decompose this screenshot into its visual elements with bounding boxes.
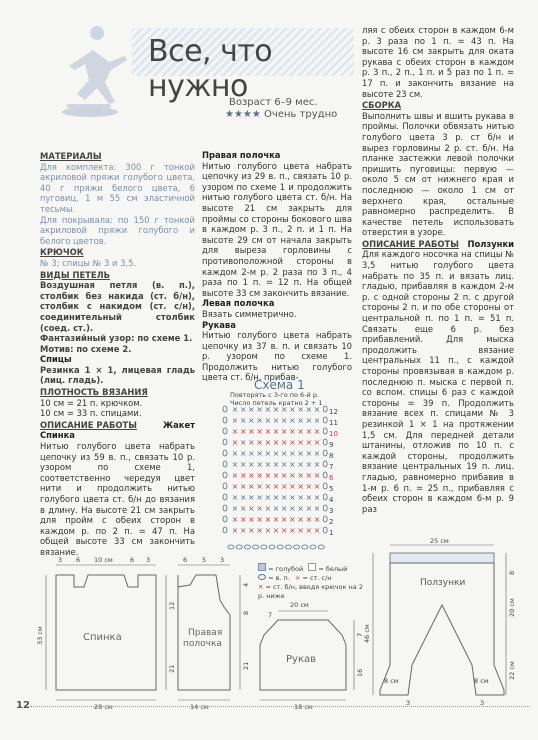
row-number: 2 [329, 518, 334, 526]
stitch-symbol: × [231, 416, 239, 425]
stitch-symbol: × [280, 526, 288, 535]
back-dim-21: 21 [168, 664, 176, 673]
stitch-symbol: × [272, 493, 280, 502]
stitch-symbol: × [264, 515, 272, 524]
row-number: 10 [329, 430, 338, 438]
stitch-symbol: × [256, 438, 263, 447]
back-dim-3b: 3 [146, 556, 151, 564]
pattern-diagrams [28, 537, 528, 715]
hook-text: № 3; спицы № 3 и 3,5. [40, 257, 137, 268]
stitch-symbol: × [231, 515, 239, 524]
stitch-symbol: × [256, 460, 263, 469]
stitch-symbol: × [297, 471, 304, 480]
stitch-symbol: × [297, 515, 304, 524]
stitch-symbol: × [297, 460, 304, 469]
stitch-symbol: × [313, 460, 321, 469]
front-dim-14: 14 см [190, 703, 209, 711]
stitch-symbol: × [231, 504, 239, 513]
legend-stbn: = ст. б/н, вводя крючок на 2 р. ниже [258, 583, 363, 600]
stitch-symbol: × [264, 504, 272, 513]
chain-loop [223, 461, 227, 467]
stitch-symbol: × [231, 438, 239, 447]
stitch-symbol: × [256, 416, 263, 425]
stitch-symbol: × [297, 449, 304, 458]
chain-loop [223, 450, 227, 456]
stitch-symbol: × [297, 504, 304, 513]
chain-loop [223, 428, 227, 434]
cross-symbol-icon: × [294, 574, 301, 582]
stitch-symbol: × [248, 405, 255, 414]
long-stitch-symbol-icon: ✕ [258, 583, 264, 591]
stitch-symbol: × [239, 438, 247, 447]
work2-item: Ползунки [467, 238, 514, 249]
stitch-symbol: × [305, 427, 313, 436]
stitch-symbol: × [272, 449, 280, 458]
stitch-symbol: × [313, 438, 321, 447]
stitch-symbol: × [256, 515, 263, 524]
age: Возраст 6–9 мес. [229, 97, 318, 108]
rompers-dim-22: 22 см [508, 661, 516, 680]
stitch-symbol: × [305, 405, 313, 414]
chain-loop [323, 428, 327, 434]
row-number: 6 [329, 474, 334, 482]
stitch-symbol: × [231, 493, 239, 502]
stitch-symbol: × [313, 427, 321, 436]
stitch-symbol: × [289, 460, 296, 469]
stitch-symbol: × [280, 438, 288, 447]
density-2: 10 см = 33 п. спицами. [40, 408, 142, 419]
chain-loop [223, 439, 227, 445]
stitch-symbol: × [256, 471, 263, 480]
right-front-label [183, 628, 222, 649]
stitch-symbol: × [264, 416, 272, 425]
rompers-dim-46: 46 см [363, 624, 371, 643]
chain-loop [223, 472, 227, 478]
work-heading: ОПИСАНИЕ РАБОТЫ [40, 419, 137, 430]
chain-loop [223, 417, 227, 423]
right-front-label-line: Правая [188, 628, 223, 638]
chain-loop [323, 406, 327, 412]
stitch-symbol: × [313, 482, 321, 491]
row-number: 7 [329, 463, 334, 471]
stitch-symbol: × [305, 471, 313, 480]
stitch-symbol: × [313, 493, 321, 502]
front-dim-8: 8 [242, 610, 250, 615]
stitch-symbol: × [305, 504, 313, 513]
row-numbers [329, 408, 338, 537]
stitch-symbol: × [272, 416, 280, 425]
stitch-symbol: × [280, 504, 288, 513]
back-label: Спинка [83, 632, 122, 643]
stitch-symbol: × [280, 482, 288, 491]
stitch-symbol: × [272, 427, 280, 436]
rompers-dim-8b: 8 см [474, 677, 489, 685]
stitch-symbol: × [280, 427, 288, 436]
stitch-symbol: × [280, 515, 288, 524]
stitch-symbol: × [313, 471, 321, 480]
stitch-symbol: × [289, 416, 296, 425]
stitch-symbol: × [305, 526, 313, 535]
stitch-symbol: × [256, 449, 263, 458]
stitch-symbol: × [305, 460, 313, 469]
stitches-heading: ВИДЫ ПЕТЕЛЬ [40, 269, 110, 280]
column-2 [202, 150, 352, 383]
rompers-label: Ползунки [420, 578, 466, 588]
legend-blue: = голубой [268, 565, 304, 573]
materials-heading: МАТЕРИАЛЫ [40, 151, 102, 161]
stitch-symbol: × [248, 427, 255, 436]
stitch-symbol: × [280, 416, 288, 425]
stitch-symbol: × [239, 416, 247, 425]
stitch-symbol: × [272, 482, 280, 491]
stitch-symbol: × [297, 416, 304, 425]
left-front-heading: Левая полочка [202, 298, 275, 309]
row-number: 8 [329, 452, 334, 460]
scheme-title: Схема 1 [254, 378, 305, 392]
sleeve-dim-16: 16 [356, 668, 364, 677]
stitch-symbol: × [264, 405, 272, 414]
stitch-symbol: × [272, 504, 280, 513]
rompers-dim-8a: 8 см [384, 677, 399, 685]
row-number: 1 [329, 529, 334, 537]
stitch-symbol: × [289, 526, 296, 535]
stitch-symbol: × [248, 504, 255, 513]
scheme-repeat-2: Число петель кратно 2 + 1 [230, 399, 323, 407]
front-dim-6: 6 [183, 556, 188, 564]
stitch-symbol: × [264, 427, 272, 436]
assembly-heading: СБОРКА [362, 100, 402, 111]
back-dim-6b: 6 [130, 556, 135, 564]
stitch-symbol: × [248, 526, 255, 535]
stitch-symbol: × [231, 427, 239, 436]
sleeve-dim-7: 7 [268, 611, 273, 619]
stitch-symbol: × [256, 493, 263, 502]
stitch-symbol: × [231, 471, 239, 480]
stitch-symbol: × [248, 482, 255, 491]
work-item: Жакет [162, 419, 195, 430]
rompers-dim-8: 8 [508, 570, 516, 575]
stitch-symbol: × [297, 482, 304, 491]
back-dim-28: 28 см [94, 703, 113, 711]
chain-loop [223, 406, 227, 412]
stitch-symbol: × [313, 526, 321, 535]
stitch-symbol: × [248, 471, 255, 480]
chain-loop [223, 527, 227, 533]
rompers-dim-3a: 3 [406, 699, 411, 707]
stitch-symbol: × [297, 405, 304, 414]
rompers-dim-3b: 3 [480, 699, 485, 707]
chain-loop [323, 439, 327, 445]
chain-loop [223, 483, 227, 489]
front-dim-3: 3 [220, 556, 225, 564]
page-number: 12 [16, 700, 30, 711]
density-1: 10 см = 21 п. крючком. [40, 397, 143, 408]
stitch-symbol: × [239, 449, 247, 458]
chain-loop [323, 472, 327, 478]
stitch-symbol: × [297, 438, 304, 447]
stitch-symbol: × [305, 438, 313, 447]
stitch-symbol: × [256, 482, 263, 491]
legend-vp: = в. п. [268, 574, 290, 582]
stitch-symbol: × [264, 460, 272, 469]
stitch-symbol: × [239, 515, 247, 524]
stitch-symbol: × [289, 482, 296, 491]
sleeve-heading: Рукава [202, 319, 236, 330]
difficulty-stars: ★★★★ [225, 109, 261, 120]
chain-loop [223, 505, 227, 511]
stitch-symbol: × [297, 526, 304, 535]
stitches-text: Воздушная петля (в. п.), столбик без накида (ст. б/н), столбик с накидом (ст. с/н), соединительный столбик (соед. ст.). [40, 280, 195, 333]
stitch-symbol: × [289, 504, 296, 513]
sleeve-label: Рукав [286, 654, 317, 665]
front-dim-21: 21 [242, 661, 250, 670]
stitch-symbol: × [239, 482, 247, 491]
stitch-symbol: × [272, 405, 280, 414]
rib-text: Резинка 1 × 1, лицевая гладь (лиц. гладь). [40, 364, 195, 386]
rompers-text: Для каждого носочка на спицы № 3,5 нитью голубого цвета набрать по 35 п. и вязать лиц. гладью, прибавляя в каждом 2-м р. с одной стороны 2 п. с другой стороны 2 п. и по обе стороны от центральной п. по 1 п. = 51 п. Связать еще 6 р. без прибавлений. Для мыска продолжить вязание центральных 11 п., с каждой стороны провязывая в каждом р. последнюю п. мыска с первой п. со вспом. спицы 6 раз с каждой стороны = 39 п. Продолжить вязание всех п. спицами № 3 резинкой 1 × 1 на протяжении 1,5 см. Для передней детали штанины, отложив по 10 п. с каждой стороны, продолжить вязание центральных 19 п. лиц. гладью, равномерно прибавив в 1-м р. 6 п. = 25 п., прибавляя с обеих сторон в каждом 6-м р. 9 раз [362, 249, 514, 514]
motif: Мотив: по схеме 2. [40, 343, 132, 354]
chain-loop [323, 450, 327, 456]
sleeve-dim-20: 20 см [290, 601, 309, 609]
stitch-symbol: × [256, 526, 263, 535]
back-dim-3: 3 [58, 556, 63, 564]
assembly-text: Выполнить швы и вшить рукава в проймы. Полочки обвязать нитью голубого цвета 3 р. ст б/н и вырез горловины 2 р. ст. б/н. На планке застежки левой полочки пришить пуговицы: первую — около 5 см от нижнего края и последнюю — около 1 см от верхнего края, остальные равномерно распределить. В качестве петель использовать отверстия в узоре. [362, 110, 514, 238]
stitch-symbol: × [272, 460, 280, 469]
stitch-symbol: × [280, 471, 288, 480]
sleeve-dim-18: 18 см [294, 703, 313, 711]
hook-heading: КРЮЧОК [40, 247, 84, 258]
stitch-symbol: × [239, 460, 247, 469]
stitch-symbol: × [248, 460, 255, 469]
stitch-symbol: × [272, 526, 280, 535]
chain-loop [323, 527, 327, 533]
stitch-symbol: × [272, 471, 280, 480]
chain-loop [323, 505, 327, 511]
stitch-symbol: × [280, 460, 288, 469]
stitch-symbol: × [248, 416, 255, 425]
column-1 [40, 150, 195, 558]
stitch-symbol: × [289, 405, 296, 414]
stitch-symbol: × [305, 482, 313, 491]
left-front-text: Вязать симметрично. [202, 308, 297, 319]
stitch-symbol: × [239, 493, 247, 502]
stitch-symbol: × [305, 416, 313, 425]
rompers-piece [373, 545, 506, 695]
back-dim-12: 12 [168, 601, 176, 610]
front-dim-5: 5 [202, 556, 207, 564]
stitch-symbol: × [256, 504, 263, 513]
stitch-symbol: × [280, 449, 288, 458]
sleeve-dim-7b: 7 [356, 632, 364, 637]
needles-heading: Спицы [40, 354, 72, 365]
stitch-symbol: × [231, 449, 239, 458]
front-dim-4: 4 [242, 582, 250, 587]
stitch-symbol: × [264, 449, 272, 458]
stitch-symbol: × [313, 405, 321, 414]
stitch-symbol: × [289, 493, 296, 502]
stitch-symbol: × [313, 504, 321, 513]
stitch-symbol: × [305, 493, 313, 502]
back-heading: Спинка [40, 430, 75, 441]
chain-loop [323, 461, 327, 467]
stitch-symbol: × [231, 405, 239, 414]
stitch-symbol: × [297, 427, 304, 436]
back-dim-6: 6 [76, 556, 81, 564]
stitch-symbol: × [256, 427, 263, 436]
legend-stsn: = ст. с/н [302, 574, 332, 582]
stitch-symbol: × [280, 405, 288, 414]
chain-loop [323, 417, 327, 423]
scheme-repeat-1: Повторять с 3-го по 6-й р. [230, 391, 320, 399]
row-number: 12 [329, 408, 338, 416]
stitch-symbol: × [256, 405, 263, 414]
stitch-symbol: × [280, 493, 288, 502]
stitch-symbol: × [297, 493, 304, 502]
stitch-symbol: × [248, 449, 255, 458]
row-number: 11 [329, 419, 338, 427]
page-title: Все, что нужно [148, 34, 273, 104]
stitch-symbol: × [248, 493, 255, 502]
stitch-symbol: × [264, 526, 272, 535]
stitch-symbol: × [305, 515, 313, 524]
chain-loop [323, 483, 327, 489]
crochet-chart [215, 405, 355, 555]
stitch-symbol: × [248, 515, 255, 524]
stitch-symbol: × [289, 449, 296, 458]
stitch-symbol: × [289, 438, 296, 447]
stitch-symbol: × [264, 438, 272, 447]
row-number: 4 [329, 496, 334, 504]
stitch-symbol: × [231, 526, 239, 535]
back-dim-10: 10 см [94, 556, 113, 564]
difficulty [225, 109, 337, 120]
back-text: Нитью голубого цвета набрать цепочку из 59 в. п., связать 10 р. узором по схеме 1, соответственно чередуя цвет нити и продолжить нитью голубого цвета ст. б/н до вязания в длину. На высоте 21 см закрыть для пройм с обеих сторон в каждом р. по 2 п. = 47 п. На общей высоте 33 см закончить вязание. [40, 441, 195, 557]
column-3 [362, 25, 514, 514]
right-front-label-line: полочка [183, 639, 222, 649]
rompers-dim-20: 20 см [508, 598, 516, 617]
stitch-symbol: × [239, 504, 247, 513]
stitch-symbol: × [264, 471, 272, 480]
legend-white: = белый [318, 565, 348, 573]
materials-2: Для покрывала: по 150 г тонкой акриловой пряжи голубого и белого цветов. [40, 214, 195, 246]
stitch-symbol: × [239, 471, 247, 480]
row-number: 3 [329, 507, 334, 515]
stitch-symbol: × [239, 526, 247, 535]
stitch-symbol: × [313, 515, 321, 524]
header-illustration [35, 30, 145, 125]
difficulty-label: Очень трудно [264, 109, 338, 120]
chain-loop [323, 516, 327, 522]
sleeve-text: Нитью голубого цвета набрать цепочку из 37 в. п. и связать 10 р. узором по схеме 1. Продолжить нитью голубого цвета ст. б/н, прибав- [202, 330, 352, 383]
chain-loop [223, 494, 227, 500]
stitch-symbol: × [239, 427, 247, 436]
fancy-pattern: Фантазийный узор: по схеме 1. [40, 333, 193, 344]
stitch-symbol: × [305, 449, 313, 458]
row-number: 9 [329, 441, 334, 449]
stitch-symbol: × [289, 471, 296, 480]
stitch-symbol: × [272, 515, 280, 524]
density-heading: ПЛОТНОСТЬ ВЯЗАНИЯ [40, 387, 148, 398]
stitch-symbol: × [313, 416, 321, 425]
stitch-symbol: × [272, 438, 280, 447]
back-dim-33: 33 см [36, 626, 44, 645]
stitch-symbol: × [313, 449, 321, 458]
stitch-symbol: × [289, 427, 296, 436]
row-number: 5 [329, 485, 334, 493]
stitch-symbol: × [231, 460, 239, 469]
sleeve-text-cont: ляя с обеих сторон в каждом 6-м р. 3 раза по 1 п. = 43 п. На высоте 16 см закрыть для оката рукава с обеих сторон в каждом р. 3 п., 2 п., 1 п. и 5 раз по 1 п. = 17 п. и закончить вязание на высоте 23 см. [362, 25, 514, 99]
chain-loop [223, 516, 227, 522]
materials-1: Для комплекта: 300 г тонкой акриловой пряжи голубого цвета, 40 г пряжи белого цвета, 6 пуговиц, 1 м 55 см эластичной тесьмы. [40, 161, 195, 214]
stitch-symbol: × [264, 493, 272, 502]
right-front-heading: Правая полочка [202, 150, 281, 160]
stitch-symbol: × [248, 438, 255, 447]
rompers-dim-25: 25 см [430, 537, 449, 545]
work2-heading: ОПИСАНИЕ РАБОТЫ [362, 238, 459, 249]
stitch-symbol: × [231, 482, 239, 491]
chain-loop [323, 494, 327, 500]
stitch-symbol: × [264, 482, 272, 491]
right-front-text: Нитью голубого цвета набрать цепочку из 29 в. п., связать 10 р. узором по схеме 1 и продолжить нитью голубого цвета ст. б/н. На высоте 21 см закрыть для проймы со стороны бокового шва в каждом р. 3 п., 2 п. и 1 п. На высоте 29 см от начала закрыть для выреза горловины с противоположной стороны в каждом 2-м р. 2 раза по 3 п., 4 раза по 1 п. = 12 п. На общей высоте 33 см закончить вязание. [202, 160, 352, 298]
stitch-symbol: × [239, 405, 247, 414]
stitch-symbol: × [289, 515, 296, 524]
footer-rule [30, 706, 530, 707]
